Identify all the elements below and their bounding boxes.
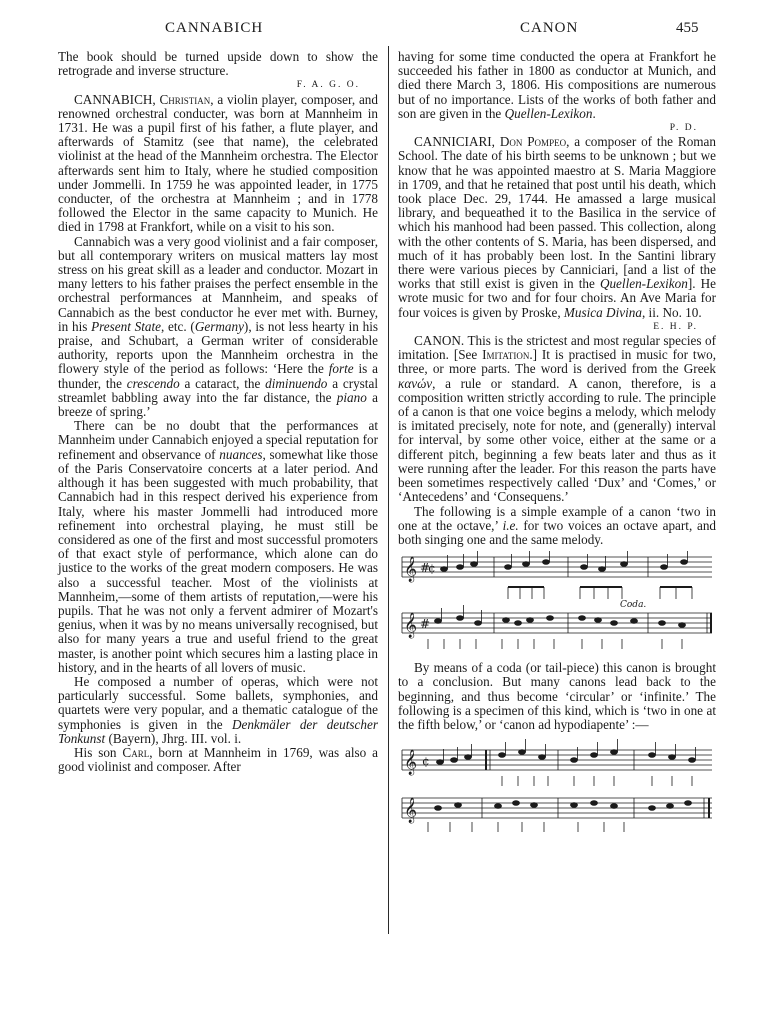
svg-text:¢: ¢ [428, 561, 436, 576]
canon-entry: CANON. This is the strictest and most regular species of imitation. [See Imitation.] It is practised in music for two, three, or more parts. The word is derived from the Greek κανών, a rule or standard. A canon, therefore, is a composition written strictly according to rule. The principle of a canon is that one voice begins a melody, which melody is imitated precisely, note for note, and (generally) interval for interval, by some other voice, either at the same or a different pitch, beginning a few beats later and thus as it were running after the leader. For this reason the parts have been sometimes respectively called ‘Dux’ and ‘Comes,’ or ‘Antecedens’ and ‘Consequens.’ [398, 333, 716, 505]
coda-paragraph: By means of a coda (or tail-piece) this canon is brought to a conclusion. But many canons lead back to the beginning, and thus become ‘circular’ or ‘infinite.’ The following is a specimen of this kind, which is ‘two in one at the fifth below,’ or ‘canon ad hypodiapente’ :— [398, 660, 716, 732]
entry-forename: Christian, [159, 91, 214, 107]
cannabich-continuation: having for some time conducted the opera at Frankfort he succeeded his father in 1800 as conductor at Munich, and died there March 3, 1806. His compositions are numerous but of no importance. Lists of the works of both father and son are given in the Quellen-Lexikon. [398, 49, 716, 121]
canniciari-signature: E. H. P. [653, 321, 698, 332]
canniciari-entry: CANNICIARI, Don Pompeo, a composer of the Roman School. The date of his birth seems to be unknown ; but we know that he was appointed maestro at S. Maria Maggiore in 1709, and that he retained that post until his death, which took place Dec. 29, 1744. He amassed a large musical library, and bequeathed it to the Basilica in the service of which his manhood had been passed. This collection, along with the other contents of S. Maria, has been dispersed, and much of it has probably been lost. In the Santini library there were various pieces by Canniciari, [and a list of the works that still exist is given in the Quellen-Lexikon]. He wrote music for two and for four choirs. An Ave Maria for four voices is given by Proske, Musica Divina, ii. No. 10. [398, 134, 716, 320]
treble-clef-icon: 𝄞 [404, 613, 418, 639]
entry-headword: CANNABICH, [74, 91, 156, 107]
entry-headword: CANON. [414, 333, 465, 349]
column-divider [388, 46, 389, 934]
svg-text:#: # [420, 561, 431, 576]
header-left-word: CANNABICH [165, 20, 264, 36]
left-column [58, 50, 378, 774]
cannabich-signature: P. D. [669, 123, 698, 134]
cannabich-paragraph-2: Cannabich was a very good violinist and a fair composer, but all contemporary writers on musical matters lay most stress on his great skill as a leader and conductor. Mozart in many letters to his father praises the perfect ensemble in the orchestral performances at Mannheim, and speaks of Cannabich as the best conductor he ever met with. Burney, in his Present State, etc. (Germany), is not less hearty in his praise, and Schubart, a German writer of considerable authority, reports upon the Mannheim orchestra in the flowery style of the period as follows: ‘Here the forte is a thunder, the crescendo a cataract, the diminuendo a crystal streamlet babbling away into the far distance, the piano a breeze of spring.’ [58, 233, 379, 420]
page-number: 455 [676, 20, 699, 36]
svg-text:¢: ¢ [422, 754, 430, 769]
music-staff-system-2 [398, 736, 716, 836]
cannabich-paragraph-3: There can be no doubt that the performances at Mannheim under Cannabich enjoyed a special reputation for refinement and observance of nuances, somewhat like those of the Paris Conservatoire concerts at a later period. And although it has been suggested with much probability, that Cannabich had in this respect derived his experience from Italy, where his master Jommelli had introduced more refinement into orchestral playing, he must still be considered as one of the first and most successful promoters of that exact style of performance, which alone can do justice to the works of the great modern composers. He was also a successful teacher. Most of the violinists at Mannheim,—some of them artists of reputation,—were his pupils. That he was not only a fervent admirer of Mozart's genius, when it was by no means universally recognised, but also for many years a true and useful friend to the great master, is another point which secures him a lasting place in history, and in the hearts of all lovers of music. [58, 418, 378, 675]
intro-paragraph: The book should be turned upside down to show the retrograde and inverse structure. [58, 49, 378, 79]
svg-text:#: # [420, 617, 431, 632]
cannabich-paragraph-5: His son Carl, born at Mannheim in 1769, was also a good violinist and composer. After [58, 744, 378, 775]
header-center-word: CANON [520, 20, 579, 36]
music-example-octave-canon [398, 551, 716, 655]
canon-example-intro: The following is a simple example of a canon ‘two in one at the octave,’ i.e. for two voices an octave apart, and both singing one and the same melody. [398, 503, 717, 547]
right-column [398, 50, 716, 842]
treble-clef-icon: 𝄞 [404, 557, 418, 583]
cannabich-paragraph-4: He composed a number of operas, which were not particularly successful. Some ballets, symphonies, and quartets were very popular, and a thematic catalogue of the symphonies is given in the Denkmäler der deutscher Tonkunst (Bayern), Jhrg. III. vol. i. [58, 673, 378, 746]
music-staff-system-1 [398, 551, 716, 655]
music-example-circular-canon [398, 736, 716, 836]
coda-label: Coda. [620, 600, 647, 611]
entry-headword: CANNICIARI, [414, 134, 495, 150]
cannabich-entry: CANNABICH, Christian, a violin player, composer, and renowned orchestral conducter, was born at Mannheim in 1731. He was a pupil first of his father, a flute player, and afterwards of Stamitz (see that name), the celebrated violinist at the head of the Mannheim orchestra. The Elector afterwards sent him to Italy, where he studied composition under Jommelli. In 1759 he was appointed leader, in 1775 conducter, of the orchestra at Mannheim ; and in 1778 followed the Elector in the same capacity to Munich. He died in 1798 at Frankfort, while on a visit to his son. [58, 91, 378, 235]
treble-clef-icon: 𝄞 [404, 798, 418, 824]
intro-signature: F. A. G. O. [296, 80, 360, 91]
treble-clef-icon: 𝄞 [404, 750, 418, 776]
running-header [0, 18, 768, 42]
